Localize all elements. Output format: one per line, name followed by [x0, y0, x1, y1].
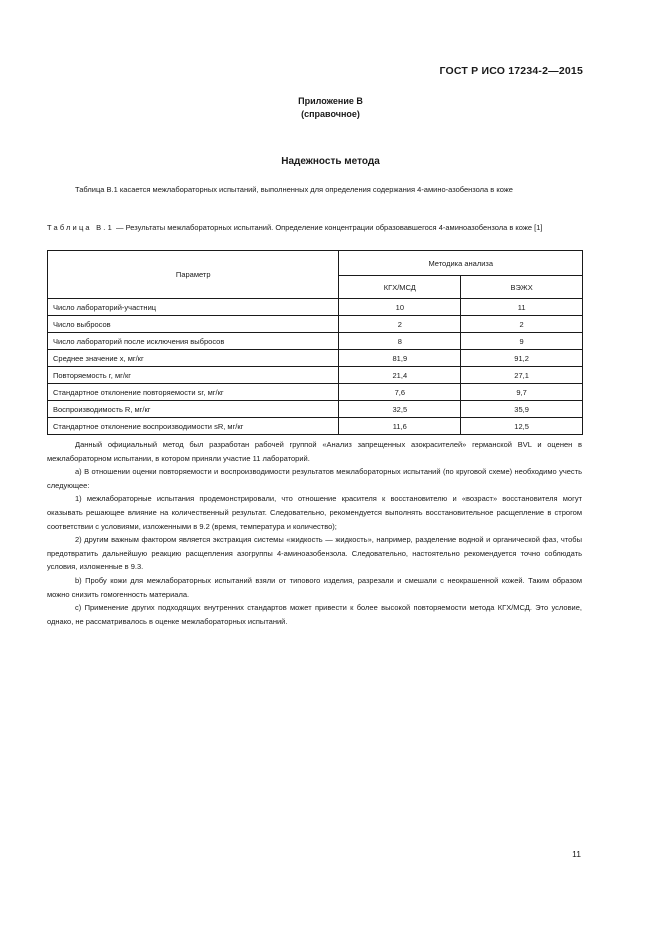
- table-caption: [47, 221, 582, 235]
- table-row: [48, 418, 583, 435]
- paragraph-method-origin: Данный официальный метод был разработан рабочей группой «Анализ запрещенных азокрасителей» германской BVL и оценен в межлабораторном испытании, в котором приняли участие 11 лабораторий.: [47, 440, 582, 463]
- table-row: [48, 350, 583, 367]
- section-title: Надежность метода: [281, 156, 380, 167]
- row-value-gcms: 11,6: [339, 418, 461, 435]
- row-value-gcms: 7,6: [339, 384, 461, 401]
- appendix-note: (справочное): [301, 109, 360, 119]
- row-value-hplc: 27,1: [461, 367, 583, 384]
- row-value-hplc: 35,9: [461, 401, 583, 418]
- table-caption-text: — Результаты межлабораторных испытаний. Определение концентрации образовавшегося 4-аминоазобензола в коже [1]: [116, 223, 543, 232]
- results-table: [47, 250, 583, 435]
- table-row: [48, 299, 583, 316]
- row-value-gcms: 21,4: [339, 367, 461, 384]
- param-header: Параметр: [48, 251, 339, 299]
- row-param: Число лабораторий-участниц: [48, 299, 339, 316]
- document-code: ГОСТ Р ИСО 17234-2—2015: [439, 65, 583, 77]
- col-header-hplc: ВЭЖХ: [461, 276, 583, 299]
- paragraph-item-a1: 1) межлабораторные испытания продемонстрировали, что отношение красителя к восстановителю и «возраст» восстановителя могут оказывать решающее влияние на количественный результат. Следовательно, рекомендуется выполнять восстановительное расщепление в строгом соответствии с условиями, изложенными в 9.2 (время, температура и количество);: [47, 494, 582, 531]
- body-text: [47, 438, 582, 628]
- appendix-title: Приложение В: [298, 96, 363, 106]
- row-value-hplc: 11: [461, 299, 583, 316]
- paragraph-item-a: а) В отношении оценки повторяемости и воспроизводимости результатов межлабораторных испытаний (по круговой схеме) необходимо учесть следующее:: [47, 467, 582, 490]
- row-value-hplc: 2: [461, 316, 583, 333]
- row-value-hplc: 91,2: [461, 350, 583, 367]
- paragraph-item-b: b) Пробу кожи для межлабораторных испытаний взяли от типового изделия, разрезали и смешали с неокрашенной кожей. Таким образом можно снизить гомогенность материала.: [47, 575, 582, 599]
- row-value-gcms: 2: [339, 316, 461, 333]
- row-value-hplc: 9,7: [461, 384, 583, 401]
- table-row: [48, 316, 583, 333]
- row-value-gcms: 10: [339, 299, 461, 316]
- table-row: [48, 384, 583, 401]
- table-row: [48, 333, 583, 350]
- page-number: 11: [572, 849, 581, 859]
- paragraph-item-c: c) Применение других подходящих внутренних стандартов может привести к более высокой повторяемости метода КГХ/МСД. Это условие, однако, не рассматривалось в оценке межлабораторных испытаний.: [47, 603, 582, 626]
- intro-paragraph: Таблица В.1 касается межлабораторных испытаний, выполненных для определения содержания 4-амино-азобензола в коже: [75, 185, 513, 194]
- row-param: Повторяемость r, мг/кг: [48, 367, 339, 384]
- row-value-gcms: 8: [339, 333, 461, 350]
- row-param: Среднее значение x, мг/кг: [48, 350, 339, 367]
- row-param: Число лабораторий после исключения выбросов: [48, 333, 339, 350]
- table-row: [48, 401, 583, 418]
- table-row: [48, 367, 583, 384]
- paragraph-item-a2: 2) другим важным фактором является экстракция системы «жидкость — жидкость», например, разделение водной и органической фаз, чтобы предотвратить дальнейшую реакцию расщепления азогруппы 4-аминоазобензола. Следовательно, настоятельно рекомендуется точно соблюдать условия, изложенные в 9.3.: [47, 535, 582, 572]
- row-param: Стандартное отклонение воспроизводимости sR, мг/кг: [48, 418, 339, 435]
- row-param: Число выбросов: [48, 316, 339, 333]
- row-value-gcms: 81,9: [339, 350, 461, 367]
- row-value-gcms: 32,5: [339, 401, 461, 418]
- appendix-heading: [0, 95, 661, 121]
- table-caption-label: Таблица В.1: [47, 223, 114, 232]
- row-param: Воспроизводимость R, мг/кг: [48, 401, 339, 418]
- row-value-hplc: 12,5: [461, 418, 583, 435]
- col-header-gcms: КГХ/МСД: [339, 276, 461, 299]
- row-param: Стандартное отклонение повторяемости sr, мг/кг: [48, 384, 339, 401]
- row-value-hplc: 9: [461, 333, 583, 350]
- method-header: Методика анализа: [339, 251, 583, 276]
